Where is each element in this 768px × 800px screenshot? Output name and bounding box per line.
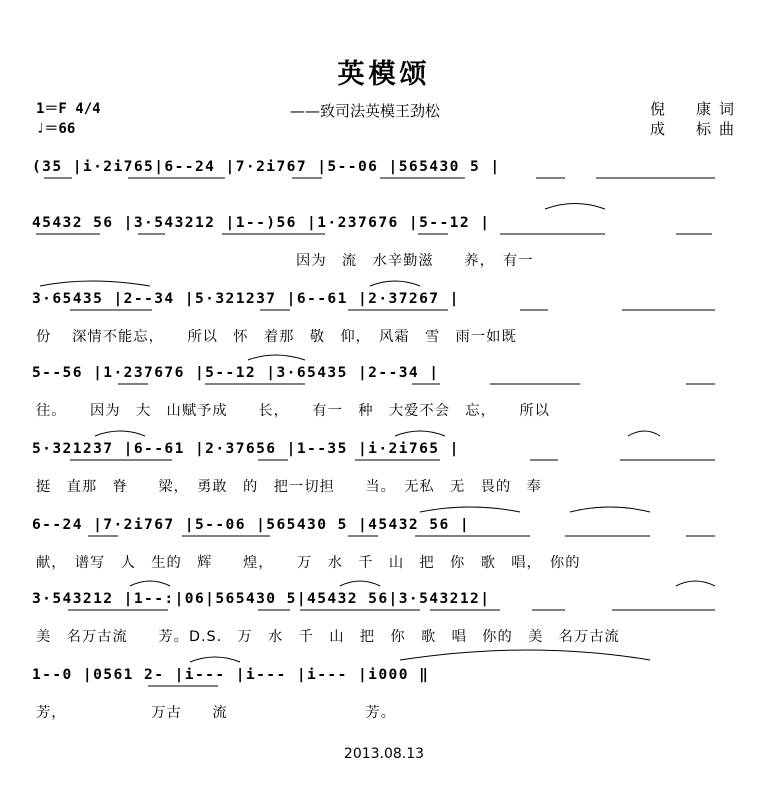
- song-subtitle: ——致司法英模王劲松: [290, 102, 441, 120]
- song-title: 英模颂: [337, 59, 431, 90]
- lyrics-row-4: 往。 因为 大 山赋予成 长， 有一 种 大爱不会 忘， 所以: [36, 403, 550, 419]
- notation-row-8: 1--0 |0561 2- |i--- |i--- |i--- |i000 ‖: [32, 666, 430, 683]
- lyricist-credit: 倪 康词: [650, 100, 743, 118]
- notation-row-2: 45432 56 |3·543212 |1--)56 |1·237676 |5--12 |: [32, 214, 491, 231]
- notation-row-3: 3·65435 |2--34 |5·321237 |6--61 |2·37267 |: [32, 290, 460, 307]
- notation-row-1: (35 |i·2i765|6--24 |7·2i767 |5--06 |565430 5 |: [32, 158, 501, 175]
- tempo-marking: ♩＝66: [36, 121, 76, 137]
- lyrics-row-3: 份 深情不能忘， 所以 怀 着那 敬 仰， 风霜 雪 雨一如既: [36, 329, 517, 345]
- lyrics-row-2: 因为 流 水辛勤滋 养， 有一: [36, 253, 534, 269]
- lyrics-row-7: 美 名万古流 芳。D.S. 万 水 千 山 把 你 歌 唱 你的 美 名万古流: [36, 629, 620, 645]
- lyrics-row-5: 挺 直那 脊 梁， 勇敢 的 把一切担 当。 无私 无 畏的 奉: [36, 479, 542, 495]
- notation-row-6: 6--24 |7·2i767 |5--06 |565430 5 |45432 56 |: [32, 516, 471, 533]
- lyrics-row-6: 献， 谱写 人 生的 辉 煌， 万 水 千 山 把 你 歌 唱， 你的: [36, 555, 581, 571]
- lyrics-row-8: 芳， 万古 流 芳。: [36, 705, 396, 721]
- notation-row-5: 5·321237 |6--61 |2·37656 |1--35 |i·2i765 |: [32, 440, 460, 457]
- notation-row-4: 5--56 |1·237676 |5--12 |3·65435 |2--34 |: [32, 364, 440, 381]
- key-signature: 1＝F 4/4: [36, 101, 101, 117]
- date-stamp: 2013.08.13: [343, 746, 425, 762]
- notation-row-7: 3·543212 |1--:|06|565430 5|45432 56|3·543212|: [32, 590, 491, 607]
- composer-credit: 成 标曲: [650, 120, 743, 138]
